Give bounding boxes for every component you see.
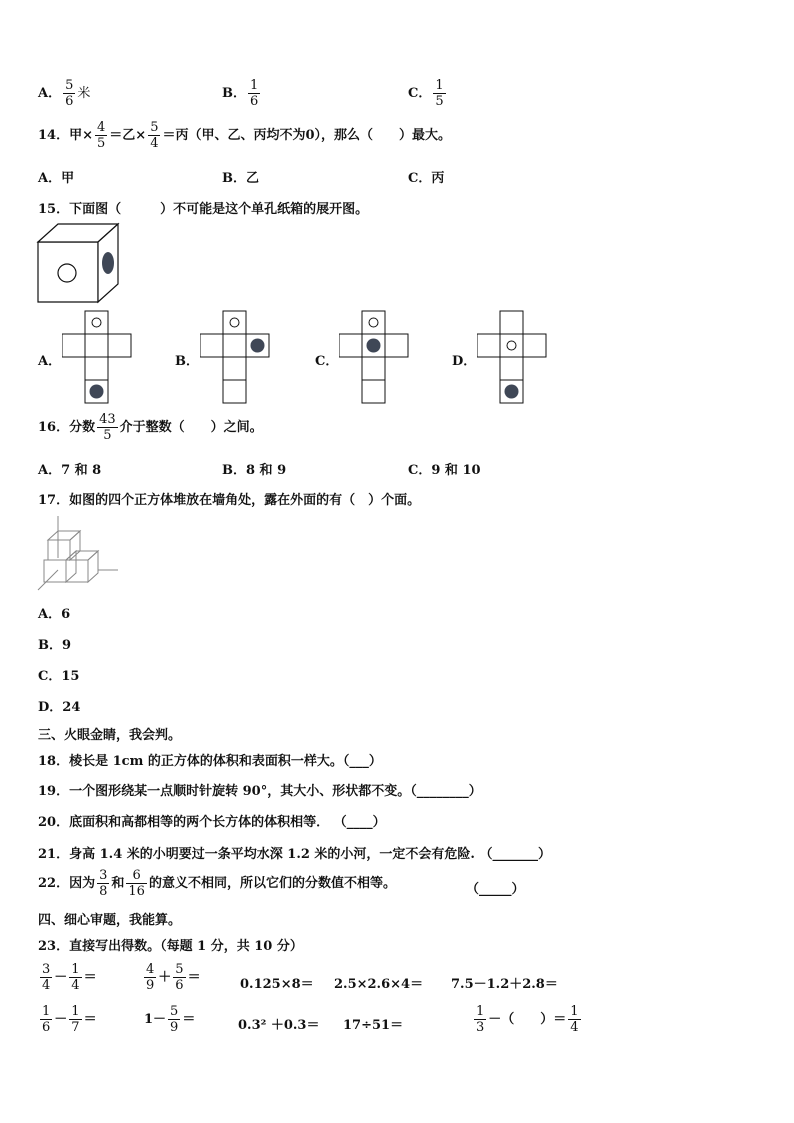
q23-r1-c1: $\frac{3}{4}$ － $\frac{1}{4}$ ＝ [42, 962, 97, 993]
q13-option-c: C． $\frac{1}{5}$ [408, 78, 444, 109]
q15-question: 15．下面图（ ）不可能是这个单孔纸箱的展开图。 [38, 202, 369, 217]
q23-r2-c4: 17÷51＝ [343, 1018, 404, 1033]
section-3-heading: 三、火眼金睛，我会判。 [38, 728, 182, 743]
q17-question: 17．如图的四个正方体堆放在墙角处，露在外面的有（ ）个面。 [38, 493, 421, 508]
q13-option-a: A． $\frac{5}{6}$ 米 [38, 78, 91, 109]
q15-option-b-label: B． [175, 354, 199, 369]
q15-option-c-label: C． [315, 354, 339, 369]
q16-question: 16．分数 $\frac{43}{5}$ 介于整数（ ）之间。 [38, 412, 263, 443]
single-hole-box-figure [36, 222, 122, 304]
q20-statement: 20．底面积和高都相等的两个长方体的体积相等． （____） [38, 815, 386, 830]
q19-statement: 19．一个图形绕某一点顺时针旋转 90°，其大小、形状都不变。（________） [38, 784, 482, 799]
q14-option-c: C．丙 [408, 171, 445, 186]
q23-r1-c4: 2.5×2.6×4＝ [334, 977, 424, 992]
q14-question: 14．甲× $\frac{4}{5}$ ＝乙× $\frac{5}{4}$ ＝丙（甲、乙、丙均不为0），那么（ ）最大。 [38, 120, 452, 151]
q15-net-a [62, 310, 134, 404]
q16-option-a: A．7 和 8 [38, 463, 102, 478]
q16-option-c: C．9 和 10 [408, 463, 481, 478]
q22-blank: （_____） [466, 882, 525, 897]
section-4-heading: 四、细心审题，我能算。 [38, 913, 182, 928]
q23-r2-c2: 1－ $\frac{5}{9}$ ＝ [144, 1004, 196, 1035]
stacked-cubes-figure [36, 514, 120, 592]
q15-option-d-label: D． [452, 354, 477, 369]
q21-statement: 21．身高 1.4 米的小明要过一条平均水深 1.2 米的小河，一定不会有危险. （_______） [38, 847, 551, 862]
q17-option-b: B．9 [38, 638, 72, 653]
q22-statement: 22．因为 $\frac{3}{8}$ 和 $\frac{6}{16}$ 的意义不相同，所以它们的分数值不相等。 [38, 868, 396, 899]
q14-option-a: A．甲 [38, 171, 75, 186]
q23-r1-c5: 7.5－1.2＋2.8＝ [451, 977, 558, 992]
q23-r1-c3: 0.125×8＝ [240, 977, 314, 992]
q17-option-a: A．6 [38, 607, 71, 622]
q13-option-b: B． $\frac{1}{6}$ [222, 78, 259, 109]
q17-option-c: C．15 [38, 669, 80, 684]
q16-option-b: B．8 和 9 [222, 463, 287, 478]
q17-option-d: D．24 [38, 700, 81, 715]
q15-net-b [200, 310, 272, 404]
q23-r2-c3: 0.3² ＋0.3＝ [238, 1018, 320, 1033]
q15-net-d [477, 310, 549, 404]
q23-question: 23．直接写出得数。（每题 1 分，共 10 分） [38, 939, 303, 954]
q14-option-b: B．乙 [222, 171, 259, 186]
q18-statement: 18．棱长是 1cm 的正方体的体积和表面积一样大。（___） [38, 754, 382, 769]
q15-net-c [339, 310, 411, 404]
q23-r1-c2: $\frac{4}{9}$ ＋ $\frac{5}{6}$ ＝ [146, 962, 201, 993]
q15-option-a-label: A． [38, 354, 62, 369]
q23-r2-c5: $\frac{1}{3}$ －（ ）＝ $\frac{1}{4}$ [476, 1004, 579, 1035]
q23-r2-c1: $\frac{1}{6}$ － $\frac{1}{7}$ ＝ [42, 1004, 97, 1035]
